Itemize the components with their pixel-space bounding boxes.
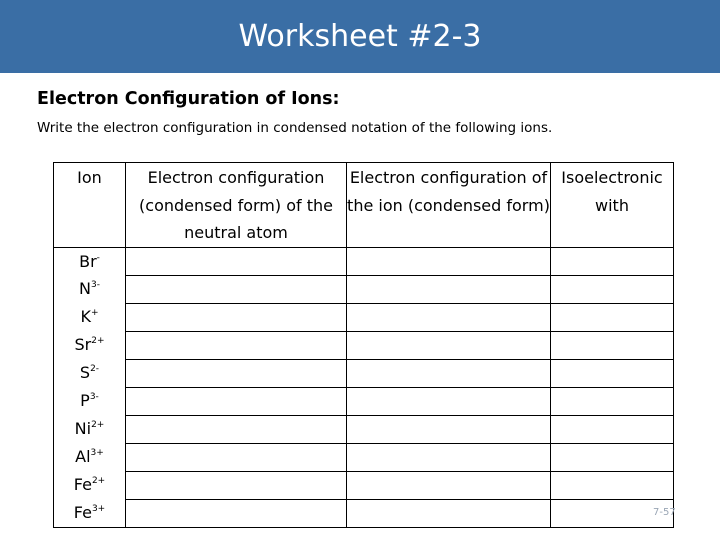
ion-symbol: S xyxy=(79,363,91,382)
ion-charge: 2- xyxy=(90,364,100,374)
ion-symbol: N xyxy=(79,279,91,298)
section-heading: Electron Configuration of Ions: xyxy=(37,89,340,109)
table-row xyxy=(54,471,674,499)
ion-symbol: Fe xyxy=(73,503,92,522)
neutral-config-cell[interactable] xyxy=(126,499,347,527)
column-header-ion-config: Electron configuration of the ion (condensed form) xyxy=(347,163,551,248)
neutral-config-cell[interactable] xyxy=(126,471,347,499)
table-row xyxy=(54,415,674,443)
column-header-ion: Ion xyxy=(54,163,126,248)
ion-cell xyxy=(54,331,126,359)
table-row xyxy=(54,359,674,387)
isoelectronic-cell[interactable] xyxy=(551,275,674,303)
ion-config-cell[interactable] xyxy=(347,499,551,527)
ion-symbol: Ni xyxy=(74,419,92,438)
page-title: Worksheet #2-3 xyxy=(238,19,482,54)
ion-charge: - xyxy=(96,252,100,263)
ion-config-cell[interactable] xyxy=(347,415,551,443)
instructions-text: Write the electron configuration in condensed notation of the following ions. xyxy=(37,120,553,136)
ion-symbol: Br xyxy=(79,251,97,271)
column-header-neutral-config: Electron configuration (condensed form) of the neutral atom xyxy=(126,163,347,248)
ion-config-cell[interactable] xyxy=(347,247,551,275)
ion-charge: 3+ xyxy=(90,448,104,458)
ion-config-cell[interactable] xyxy=(347,471,551,499)
isoelectronic-cell[interactable] xyxy=(551,303,674,331)
ion-charge: 2+ xyxy=(91,336,105,346)
table-header-row xyxy=(54,163,674,248)
table-row xyxy=(54,303,674,331)
column-header-isoelectronic: Isoelectronic with xyxy=(551,163,674,248)
ion-symbol: Sr xyxy=(74,335,92,354)
neutral-config-cell[interactable] xyxy=(126,359,347,387)
ion-config-cell[interactable] xyxy=(347,359,551,387)
ion-cell xyxy=(54,471,126,499)
ion-cell xyxy=(54,275,126,303)
ion-config-cell[interactable] xyxy=(347,387,551,415)
table-row xyxy=(54,275,674,303)
isoelectronic-cell[interactable] xyxy=(551,471,674,499)
ion-charge: 2+ xyxy=(91,420,105,430)
ion-cell xyxy=(54,499,126,527)
ion-cell xyxy=(54,359,126,387)
ion-charge: + xyxy=(90,308,99,318)
neutral-config-cell[interactable] xyxy=(126,415,347,443)
neutral-config-cell[interactable] xyxy=(126,247,347,275)
table-row xyxy=(54,499,674,527)
table-row xyxy=(54,443,674,471)
title-bar xyxy=(0,0,720,73)
isoelectronic-cell[interactable] xyxy=(551,247,674,275)
table-row xyxy=(54,331,674,359)
table-row xyxy=(54,387,674,415)
neutral-config-cell[interactable] xyxy=(126,443,347,471)
isoelectronic-cell[interactable] xyxy=(551,359,674,387)
ion-charge: 2+ xyxy=(91,476,106,486)
ion-cell xyxy=(54,303,126,331)
ion-config-cell[interactable] xyxy=(347,303,551,331)
ion-config-cell[interactable] xyxy=(347,275,551,303)
ion-symbol: P xyxy=(80,391,90,410)
ion-symbol: K xyxy=(80,307,91,326)
isoelectronic-cell[interactable] xyxy=(551,387,674,415)
ion-configuration-table xyxy=(53,162,674,528)
table-row xyxy=(54,247,674,275)
isoelectronic-cell[interactable] xyxy=(551,443,674,471)
ion-config-cell[interactable] xyxy=(347,331,551,359)
isoelectronic-cell[interactable] xyxy=(551,331,674,359)
ion-cell xyxy=(54,387,126,415)
isoelectronic-cell[interactable] xyxy=(551,415,674,443)
ion-cell xyxy=(54,415,126,443)
neutral-config-cell[interactable] xyxy=(126,275,347,303)
ion-cell xyxy=(54,247,126,275)
neutral-config-cell[interactable] xyxy=(126,387,347,415)
neutral-config-cell[interactable] xyxy=(126,331,347,359)
ion-cell xyxy=(54,443,126,471)
ion-config-cell[interactable] xyxy=(347,443,551,471)
ion-charge: 3+ xyxy=(91,504,106,514)
ion-charge: 3- xyxy=(90,280,100,290)
ion-symbol: Al xyxy=(75,447,91,466)
ion-symbol: Fe xyxy=(73,475,92,494)
neutral-config-cell[interactable] xyxy=(126,303,347,331)
ion-charge: 3- xyxy=(89,392,99,402)
page-number: 7-57 xyxy=(653,507,676,518)
